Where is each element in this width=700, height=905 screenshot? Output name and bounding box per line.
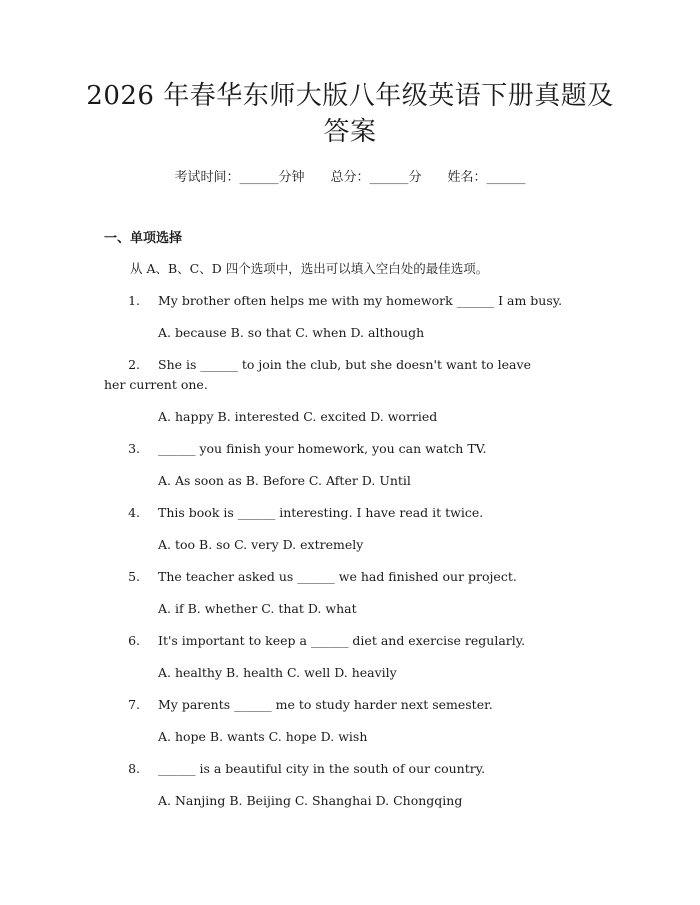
- question-options: A. Nanjing B. Beijing C. Shanghai D. Chongqing: [158, 793, 463, 808]
- question-number: 4.: [128, 505, 140, 520]
- question-text: It's important to keep a ______ diet and exercise regularly.: [158, 633, 526, 648]
- exam-time-field: 考试时间：______分钟: [174, 170, 305, 185]
- question-text: The teacher asked us ______ we had finished our project.: [158, 569, 517, 584]
- question-text-continued: her current one.: [104, 377, 208, 392]
- document-title: [60, 78, 640, 150]
- name-field: 姓名：______: [447, 170, 526, 185]
- question-text: She is ______ to join the club, but she doesn't want to leave: [158, 357, 531, 372]
- question-number: 7.: [128, 697, 140, 712]
- question-number: 5.: [128, 569, 140, 584]
- question-number: 3.: [128, 441, 140, 456]
- exam-meta-row: [0, 168, 700, 188]
- section-heading: 一、单项选择: [104, 231, 183, 246]
- question-options: A. too B. so C. very D. extremely: [158, 537, 364, 552]
- title-line-2: 答案: [323, 117, 377, 147]
- question-number: 2.: [128, 357, 140, 372]
- question-number: 8.: [128, 761, 140, 776]
- question-text: ______ is a beautiful city in the south of our country.: [158, 761, 486, 776]
- question-text: My parents ______ me to study harder next semester.: [158, 697, 493, 712]
- question-text: My brother often helps me with my homework ______ I am busy.: [158, 293, 563, 308]
- title-line-1: 2026 年春华东师大版八年级英语下册真题及: [86, 81, 614, 111]
- section-instruction: 从 A、B、C、D 四个选项中，选出可以填入空白处的最佳选项。: [130, 261, 489, 276]
- question-options: A. hope B. wants C. hope D. wish: [158, 729, 368, 744]
- question-options: A. because B. so that C. when D. although: [158, 325, 425, 340]
- question-options: A. As soon as B. Before C. After D. Until: [158, 473, 411, 488]
- question-options: A. if B. whether C. that D. what: [158, 601, 357, 616]
- question-options: A. healthy B. health C. well D. heavily: [158, 665, 397, 680]
- question-options: A. happy B. interested C. excited D. worried: [158, 409, 438, 424]
- total-score-field: 总分：______分: [330, 170, 422, 185]
- question-number: 6.: [128, 633, 140, 648]
- question-text: This book is ______ interesting. I have read it twice.: [158, 505, 484, 520]
- question-text: ______ you finish your homework, you can watch TV.: [158, 441, 487, 456]
- question-number: 1.: [128, 293, 140, 308]
